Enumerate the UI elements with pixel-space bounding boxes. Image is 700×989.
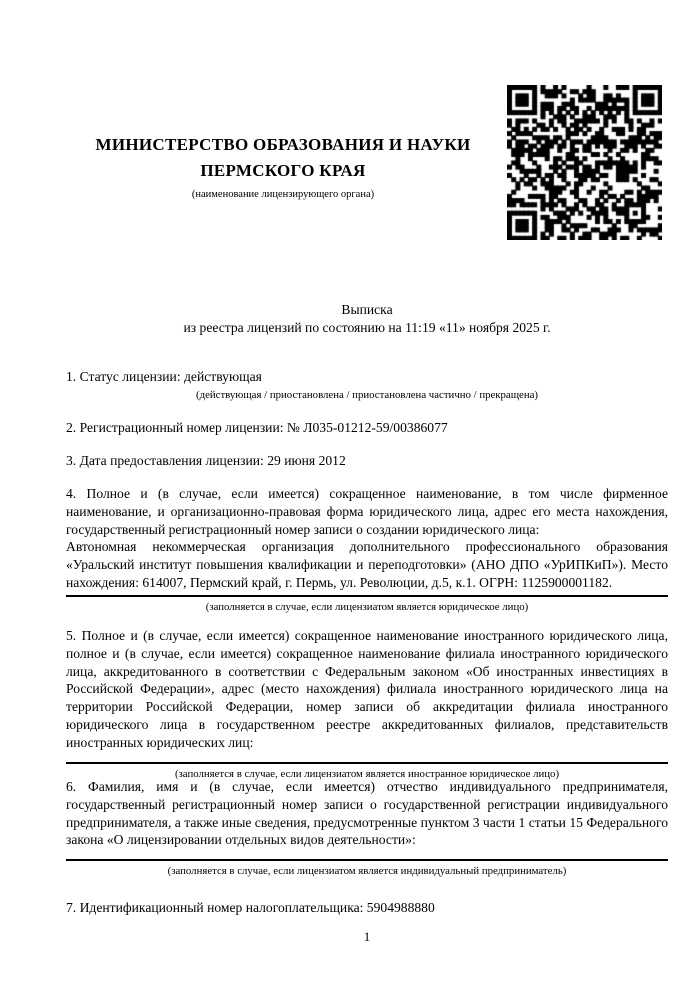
fill-in-line: [66, 595, 668, 597]
fill-in-line: [66, 859, 668, 861]
section-taxpayer-id: [66, 899, 668, 917]
section-license-status: [66, 368, 668, 402]
foreign-entity-caption: (заполняется в случае, если лицензиатом является иностранное юридическое лицо): [174, 767, 560, 780]
legal-entity-label: 4. Полное и (в случае, если имеется) сокращенное наименование, в том числе фирменное наименование, и организационно-правовая форма юридического лица, адрес его места нахождения, государственный регистрационный номер записи о создании юридического лица:: [66, 486, 668, 537]
section-individual-entrepreneur: [66, 778, 668, 878]
individual-entrepreneur-caption: (заполняется в случае, если лицензиатом является индивидуальный предприниматель): [167, 865, 567, 878]
taxpayer-id-text: 7. Идентификационный номер налогоплательщика: 5904988880: [66, 900, 435, 915]
ministry-name-line1: МИНИСТЕРСТВО ОБРАЗОВАНИЯ И НАУКИ: [95, 135, 471, 154]
individual-entrepreneur-label: 6. Фамилия, имя и (в случае, если имеется) отчество индивидуального предпринимателя, государственный регистрационный номер записи о государственной регистрации индивидуального предпринимателя, а также иные сведения, предусмотренные пунктом 3 части 1 статьи 15 Федерального закона «О лицензировании отдельных видов деятельности»:: [66, 779, 668, 848]
registration-number-text: 2. Регистрационный номер лицензии: № Л035-01212-59/00386077: [66, 420, 448, 435]
document-title-line1: Выписка: [341, 302, 393, 317]
section-grant-date: [66, 452, 668, 470]
ministry-name-line2: ПЕРМСКОГО КРАЯ: [200, 161, 366, 180]
license-status-text: 1. Статус лицензии: действующая: [66, 369, 262, 384]
page-number: 1: [363, 929, 371, 944]
fill-in-line: [66, 762, 668, 764]
section-legal-entity: [66, 485, 668, 614]
grant-date-text: 3. Дата предоставления лицензии: 29 июня 2012: [66, 453, 346, 468]
legal-entity-caption: (заполняется в случае, если лицензиатом является юридическое лицо): [205, 600, 529, 613]
document-title: [66, 301, 668, 337]
document-title-line2: из реестра лицензий по состоянию на 11:19 «11» ноября 2025 г.: [183, 319, 551, 335]
foreign-entity-label: 5. Полное и (в случае, если имеется) сокращенное наименование иностранного юридического лица, полное и (в случае, если имеется) сокращенное наименование филиала иностранного юридического лица, аккредитованного в соответствии с Федеральным законом «Об иностранных инвестициях в Российской Федерации», адрес (место нахождения) филиала иностранного юридического лица на территории Российской Федерации, номер записи об аккредитации филиала иностранного юридического лица в государственном реестре аккредитованных филиалов, представительств иностранных юридических лиц:: [66, 628, 668, 750]
section-foreign-entity: [66, 627, 668, 781]
ministry-caption: (наименование лицензирующего органа): [191, 189, 375, 200]
legal-entity-value: Автономная некоммерческая организация дополнительного профессионального образования «Уральский институт повышения квалификации и переподготовки» (АНО ДПО «УрИПКиП»). Место нахождения: 614007, Пермский край, г. Пермь, ул. Революции, д.5, к.1. ОГРН: 1125900001182.: [66, 539, 668, 590]
document-body: [66, 0, 668, 989]
section-registration-number: [66, 419, 668, 437]
license-status-caption: (действующая / приостановлена / приостановлена частично / прекращена): [196, 388, 538, 401]
